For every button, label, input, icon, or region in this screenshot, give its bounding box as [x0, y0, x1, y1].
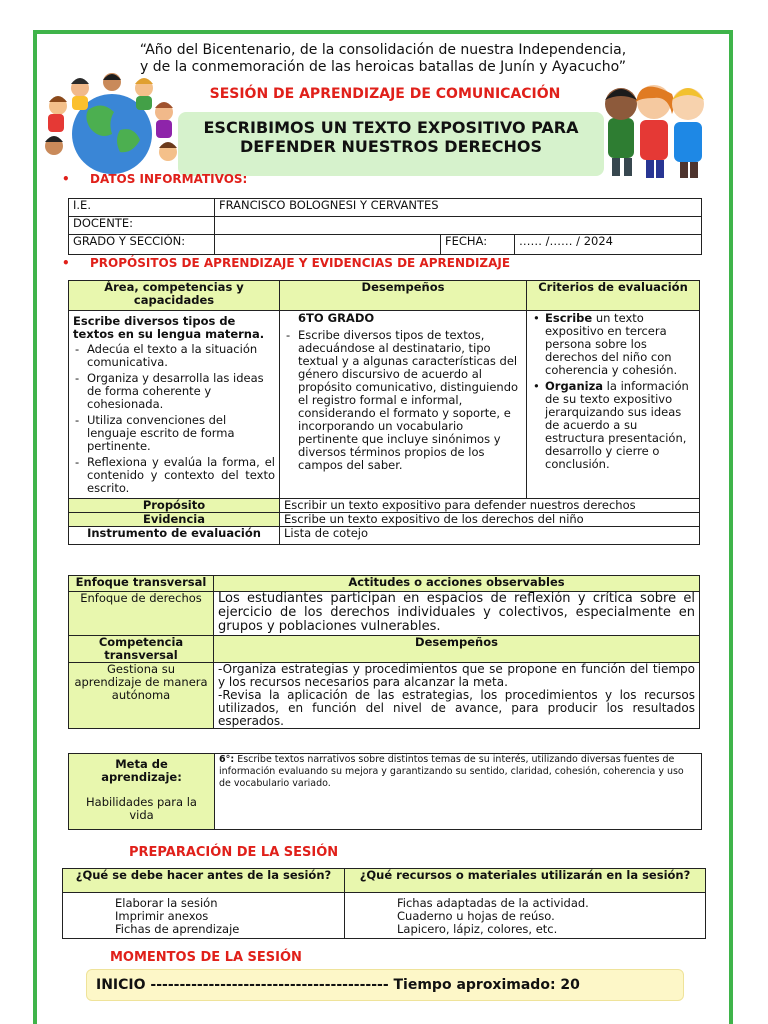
ie-label: I.E. [69, 199, 215, 217]
criterio-verb: Organiza [545, 379, 604, 393]
antes-item: Fichas de aprendizaje [115, 922, 240, 936]
preparacion-table [62, 868, 706, 939]
recurso-item: Cuaderno u hojas de reúso. [397, 909, 555, 923]
criterios-list [531, 312, 695, 471]
meta-sublabel: Habilidades para la vida [86, 795, 197, 822]
instrumento-label: Instrumento de evaluación [69, 527, 280, 545]
meta-table [68, 753, 702, 830]
enfoque-name: Enfoque de derechos [69, 592, 214, 636]
evidencia-label: Evidencia [69, 513, 280, 527]
grado-value[interactable] [215, 235, 441, 255]
col-area-header: Área, competencias y capacidades [69, 281, 280, 311]
criterio-item [531, 380, 695, 471]
criterio-item [531, 312, 695, 377]
proposito-label: Propósito [69, 499, 280, 513]
ie-value: FRANCISCO BOLOGNESI Y CERVANTES [215, 199, 702, 217]
datos-section-heading: • DATOS INFORMATIVOS: [62, 172, 248, 186]
capacidad-item: - Utiliza convenciones del lenguaje escrito de forma pertinente. [73, 414, 275, 453]
instrumento-value: Lista de cotejo [280, 527, 700, 545]
national-motto [100, 42, 666, 76]
grado-label: GRADO Y SECCIÓN: [69, 235, 215, 255]
competencia-text: Escribe diversos tipos de textos en su lengua materna. [73, 314, 265, 341]
lesson-title: ESCRIBIMOS UN TEXTO EXPOSITIVO PARA DEFENDER NUESTROS DERECHOS [178, 112, 604, 176]
col-criterios-header: Criterios de evaluación [527, 281, 700, 311]
motto-line-1: “Año del Bicentenario, de la consolidación de nuestra Independencia, [139, 42, 627, 58]
transversal-desempeno: -Organiza estrategias y procedimientos que se propone en función del tiempo y los recursos necesarios para alcanzar la meta. [218, 662, 695, 689]
datos-table [68, 198, 702, 255]
enfoque-table [68, 575, 700, 729]
evidencia-value: Escribe un texto expositivo de los derechos del niño [280, 513, 700, 527]
criterio-text: la información de su texto expositivo jerarquizando sus ideas de acuerdo a su estructura presentación, desarrollo y cierre o conclusión. [545, 379, 689, 471]
col-competencia-header: Competencia transversal [69, 636, 214, 663]
recurso-item: Lapicero, lápiz, colores, etc. [397, 922, 558, 936]
desempenos-list [284, 329, 522, 472]
competencia-name: Gestiona su aprendizaje de manera autónoma [69, 663, 214, 729]
col-antes-header: ¿Qué se debe hacer antes de la sesión? [63, 869, 345, 893]
enfoque-actitud: Los estudiantes participan en espacios de reflexión y crítica sobre el ejercicio de los derechos individuales y colectivos, especialmente en grupos y poblaciones vulnerables. [214, 592, 700, 636]
proposito-value: Escribir un texto expositivo para defender nuestros derechos [280, 499, 700, 513]
capacidad-item: - Adecúa el texto a la situación comunicativa. [73, 343, 275, 369]
desempeno-item: - Escribe diversos tipos de textos, adecuándose al destinatario, tipo textual y a algunas características del género discursivo de acuerdo al propósito comunicativo, distinguiendo el registro formal e informal, considerando el formato y soporte, e incorporando un vocabulario pertinente que incluye sinónimos y diversos términos propios de los campos del saber. [284, 329, 522, 472]
capacidad-item: - Reflexiona y evalúa la forma, el contenido y contexto del texto escrito. [73, 456, 275, 495]
fecha-value[interactable]: …… /…… / 2024 [515, 235, 702, 255]
antes-item: Imprimir anexos [115, 909, 209, 923]
col-desempenos-header: Desempeños [280, 281, 527, 311]
datos-section-title: DATOS INFORMATIVOS: [90, 172, 248, 186]
criterio-verb: Escribe [545, 311, 593, 325]
antes-item: Elaborar la sesión [115, 896, 218, 910]
col-desempenos-transversal-header: Desempeños [214, 636, 700, 663]
session-title: SESIÓN DE APRENDIZAJE DE COMUNICACIÓN [209, 86, 561, 102]
docente-label: DOCENTE: [69, 217, 215, 235]
capacidad-item: - Organiza y desarrolla las ideas de forma coherente y cohesionada. [73, 372, 275, 411]
col-enfoque-header: Enfoque transversal [69, 576, 214, 592]
propositos-section-heading: • PROPÓSITOS DE APRENDIZAJE Y EVIDENCIAS DE APRENDIZAJE [62, 256, 511, 270]
capacidades-list [73, 343, 275, 495]
recurso-item: Fichas adaptadas de la actividad. [397, 896, 589, 910]
fecha-label: FECHA: [441, 235, 515, 255]
meta-text: Escribe textos narrativos sobre distintos temas de su interés, utilizando diversas fuentes de información evaluando su mejora y garantizando su sentido, claridad, cohesión, coherencia y uso de vocabulario variado. [219, 754, 684, 789]
inicio-bar: INICIO ----------------------------------------- Tiempo aproximado: 20 [86, 969, 684, 1001]
col-actitudes-header: Actitudes o acciones observables [214, 576, 700, 592]
meta-grade: 6°: [219, 754, 235, 765]
grado-title: 6TO GRADO [298, 311, 375, 325]
meta-label: Meta de aprendizaje: [101, 757, 182, 784]
kids-illustration [600, 72, 710, 180]
momentos-section-title: MOMENTOS DE LA SESIÓN [110, 950, 302, 965]
propositos-table [68, 280, 700, 545]
propositos-section-title: PROPÓSITOS DE APRENDIZAJE Y EVIDENCIAS DE APRENDIZAJE [90, 256, 511, 270]
preparacion-section-title: PREPARACIÓN DE LA SESIÓN [129, 845, 339, 860]
docente-value[interactable] [215, 217, 702, 235]
globe-children-illustration [40, 72, 180, 182]
motto-line-2: y de la conmemoración de las heroicas batallas de Junín y Ayacucho” [140, 59, 626, 75]
transversal-desempeno: -Revisa la aplicación de las estrategias, los procedimientos y los recursos utilizados, en función del nivel de avance, para producir los resultados esperados. [218, 688, 695, 728]
criterio-text: un texto expositivo en tercera persona sobre los derechos del niño con coherencia y cohesión. [545, 311, 678, 377]
col-recursos-header: ¿Qué recursos o materiales utilizarán en la sesión? [345, 869, 706, 893]
